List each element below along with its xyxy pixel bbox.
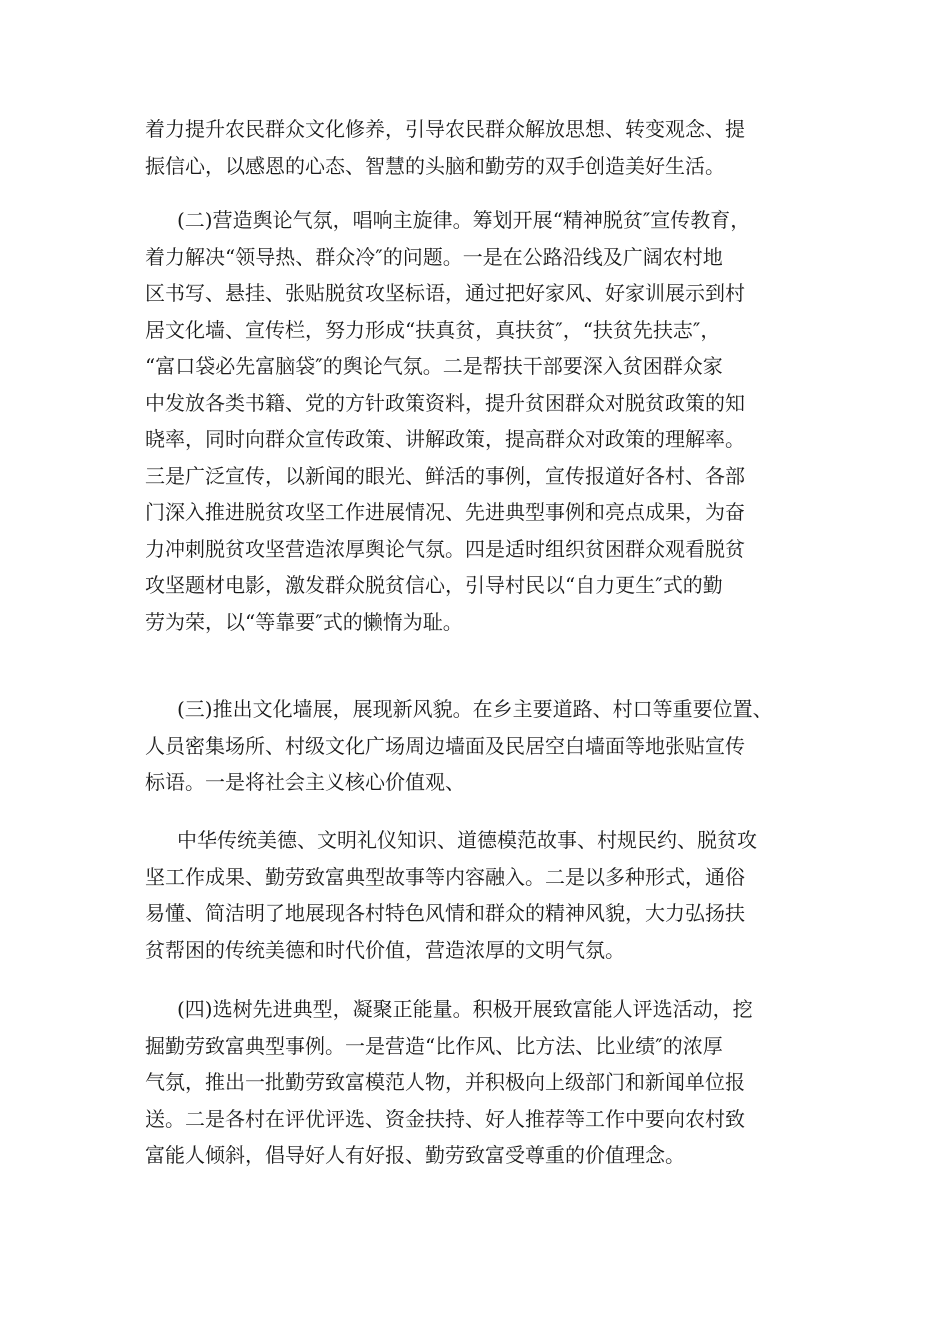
paragraph-section-4 <box>145 991 805 1174</box>
text-line: 易懂、简洁明了地展现各村特色风情和群众的精神风貌，大力弘扬扶 <box>145 901 745 925</box>
text-line: 富能人倾斜，倡导好人有好报、勤劳致富受尊重的价值理念。 <box>145 1143 685 1167</box>
text-line: 劳为荣，以“等靠要″式的懒惰为耻。 <box>145 609 463 634</box>
text-line: 居文化墙、宣传栏，努力形成“扶真贫，真扶贫″，“扶贫先扶志″， <box>145 317 721 342</box>
text-line: 攻坚题材电影，激发群众脱贫信心，引导村民以“自力更生″式的勤 <box>145 573 723 597</box>
text-line: 人员密集场所、村级文化广场周边墙面及民居空白墙面等地张贴宣传 <box>145 733 745 758</box>
text-line: 区书写、悬挂、张贴脱贫攻坚标语，通过把好家风、好家训展示到村 <box>145 281 745 305</box>
text-line: 中华传统美德、文明礼仪知识、道德模范故事、村规民约、脱贫攻 <box>177 828 757 852</box>
text-line: (四)选树先进典型，凝聚正能量。积极开展致富能人评选活动，挖 <box>177 997 753 1021</box>
text-line: 门深入推进脱贫攻坚工作进展情况、先进典型事例和亮点成果，为奋 <box>145 500 745 524</box>
text-line: 中发放各类书籍、党的方针政策资料，提升贫困群众对脱贫政策的知 <box>145 390 745 415</box>
text-line: “富口袋必先富脑袋″的舆论气氛。二是帮扶干部要深入贫困群众家 <box>145 354 723 378</box>
text-line: (二)营造舆论气氛，唱响主旋律。筹划开展“精神脱贫″宣传教育， <box>177 208 751 232</box>
text-line: 晓率，同时向群众宣传政策、讲解政策，提高群众对政策的理解率。 <box>145 427 745 451</box>
text-line: 气氛，推出一批勤劳致富模范人物，并积极向上级部门和新闻单位报 <box>145 1070 745 1094</box>
paragraph-continuation <box>145 111 805 184</box>
text-line: 掘勤劳致富典型事例。一是营造“比作风、比方法、比业绩″的浓厚 <box>145 1033 723 1058</box>
text-line: 三是广泛宣传，以新闻的眼光、鲜活的事例，宣传报道好各村、各部 <box>145 463 745 488</box>
paragraph-continuation-2 <box>145 822 805 968</box>
paragraph-section-2 <box>145 202 805 640</box>
text-line: 力冲刺脱贫攻坚营造浓厚舆论气氛。四是适时组织贫困群众观看脱贫 <box>145 536 745 561</box>
text-line: 贫帮困的传统美德和时代价值，营造浓厚的文明气氛。 <box>145 937 625 962</box>
text-line: 送。二是各村在评优评选、资金扶持、好人推荐等工作中要向农村致 <box>145 1106 745 1131</box>
text-line: (三)推出文化墙展，展现新风貌。在乡主要道路、村口等重要位置、 <box>177 697 773 721</box>
text-line: 标语。一是将社会主义核心价值观、 <box>145 770 465 794</box>
text-line: 着力提升农民群众文化修养，引导农民群众解放思想、转变观念、提 <box>145 117 745 141</box>
text-line: 坚工作成果、勤劳致富典型故事等内容融入。二是以多种形式，通俗 <box>145 864 745 889</box>
text-line: 振信心，以感恩的心态、智慧的头脑和勤劳的双手创造美好生活。 <box>145 153 725 178</box>
text-line: 着力解决“领导热、群众冷″的问题。一是在公路沿线及广阔农村地 <box>145 244 723 269</box>
paragraph-section-3 <box>145 691 805 801</box>
